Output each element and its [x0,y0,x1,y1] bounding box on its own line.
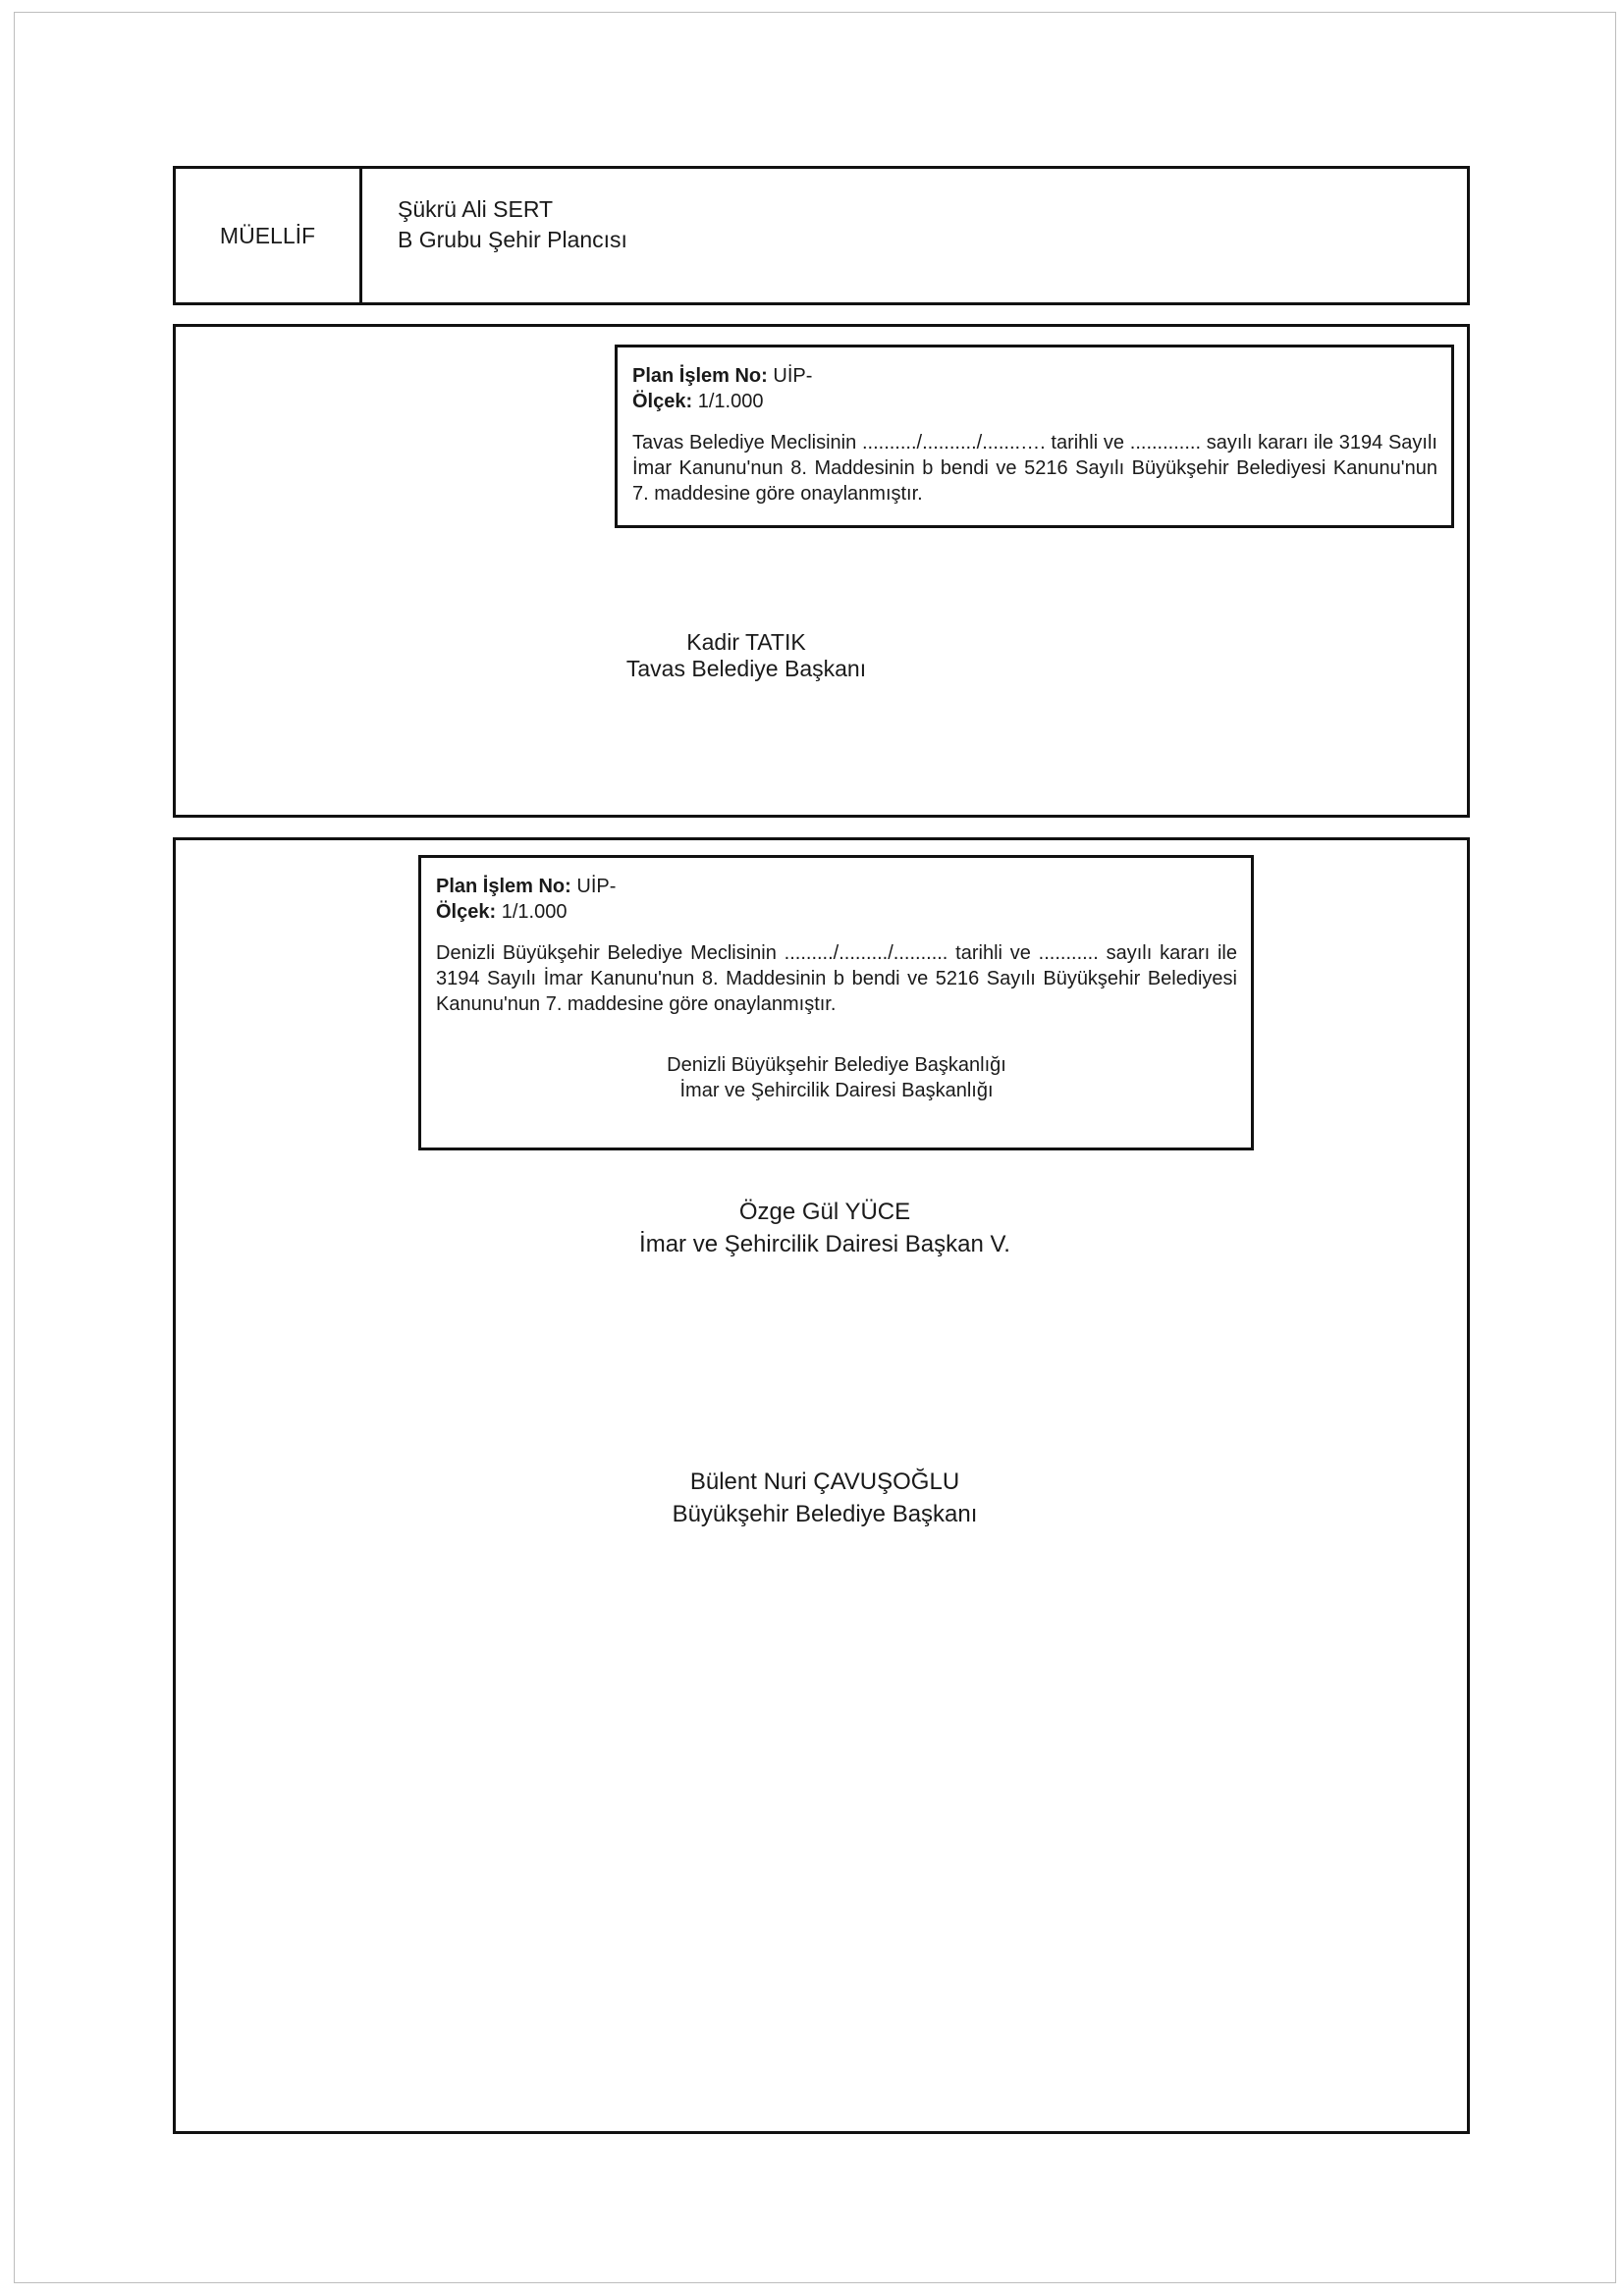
scale-line [632,389,1437,414]
plan-number-label: Plan İşlem No: [436,876,571,897]
plan-number-line [436,874,1237,899]
signatory-name: Bülent Nuri ÇAVUŞOĞLU [689,1468,960,1495]
author-name: Şükrü Ali SERT [398,196,554,222]
plan-number-value: UİP- [576,876,617,897]
tavas-approval-box [615,345,1454,528]
scale-value: 1/1.000 [501,901,568,923]
deputy-signature [589,1196,1060,1260]
plan-number-label: Plan İşlem No: [632,365,768,387]
denizli-approval-box [418,855,1254,1150]
author-info [398,194,627,255]
signatory-name: Kadir TATIK [686,629,806,655]
signatory-title: İmar ve Şehircilik Dairesi Başkan V. [639,1231,1010,1257]
signatory-title: Tavas Belediye Başkanı [625,656,867,681]
department-line-1: Denizli Büyükşehir Belediye Başkanlığı [667,1054,1006,1076]
metropolitan-mayor-signature [589,1466,1060,1530]
scale-label: Ölçek: [632,391,693,412]
plan-number-line [632,363,1437,389]
approval-text: Tavas Belediye Meclisinin ........../........../.......…. tarihli ve ............. sayılı kararı ile 3194 Sayılı İmar Kanunu'nun 8. Maddesinin b bendi ve 5216 Sayılı Büyükşehir Belediyesi Kanunu'nun 7. maddesine göre onaylanmıştır. [632,432,1437,505]
plan-number-value: UİP- [773,365,813,387]
scale-value: 1/1.000 [697,391,764,412]
scale-line [436,899,1237,925]
department-block [436,1052,1237,1103]
author-title: B Grubu Şehir Plancısı [398,227,627,252]
department-line-2: İmar ve Şehircilik Dairesi Başkanlığı [679,1080,994,1101]
tavas-mayor-signature [589,629,903,682]
signatory-title: Büyükşehir Belediye Başkanı [672,1501,978,1527]
author-box [173,166,1470,305]
scale-label: Ölçek: [436,901,497,923]
approval-text: Denizli Büyükşehir Belediye Meclisinin ........./........./.......... tarihli ve ........... sayılı kararı ile 3194 Sayılı İmar Kanunu'nun 8. Maddesinin b bendi ve 5216 Sayılı Büyükşehir Belediyesi Kanunu'nun 7. maddesine göre onaylanmıştır. [436,942,1237,1015]
author-label: MÜELLİF [176,169,362,302]
signatory-name: Özge Gül YÜCE [738,1199,911,1225]
